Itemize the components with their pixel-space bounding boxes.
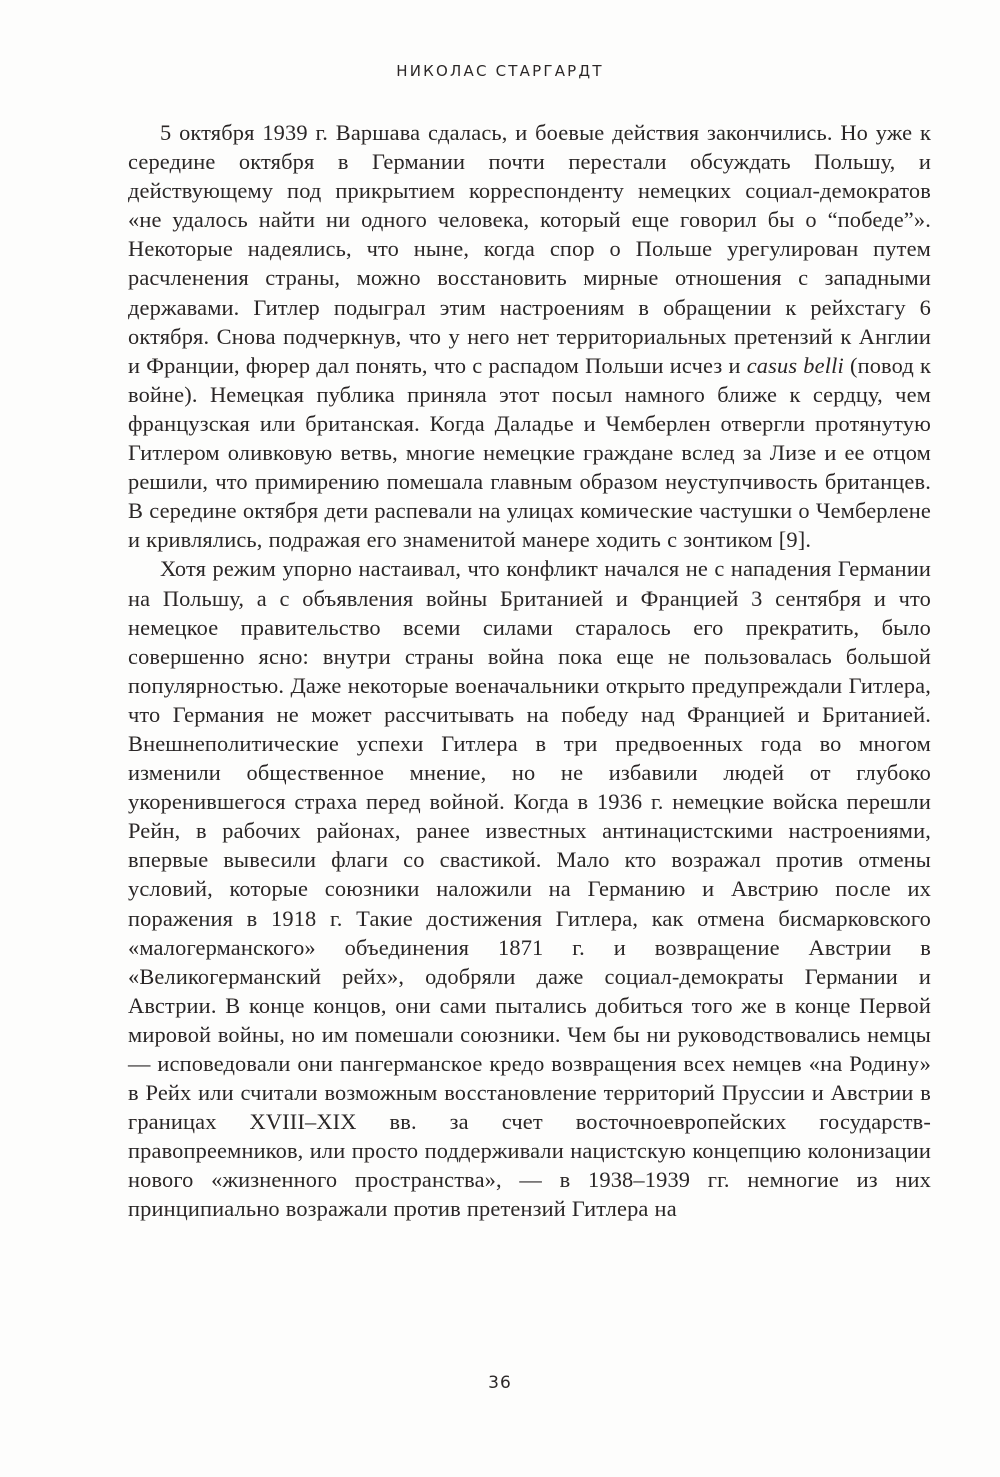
paragraph-1-text-start: 5 октября 1939 г. Варшава сдалась, и боевые действия закончились. Но уже к середине октября в Германии почти перестали обсуждать Польшу, и действующему под прикрытием корреспонденту немецких социал-демократов «не удалось найти ни одного человека, который еще говорил бы о “победе”». Некоторые надеялись, что ныне, когда спор о Польше урегулирован путем расчленения страны, можно восстановить мирные отношения с западными державами. Гитлер подыграл этим настроениям в обращении к рейхстагу 6 октября. Снова подчеркнув, что у него нет территориальных претензий к Англии и Франции, фюрер дал понять, что с распадом Польши исчез и [128,120,931,378]
body-text [128,118,931,1224]
paragraph-1 [128,118,931,554]
page-number: 36 [488,1373,512,1393]
paragraph-2: Хотя режим упорно настаивал, что конфликт начался не с нападения Германии на Польшу, а с объявления войны Британией и Францией 3 сентября и что немецкое правительство всеми силами старалось его прекратить, было совершенно ясно: внутри страны война пока еще не пользовалась большой популярностью. Даже некоторые военачальники открыто предупреждали Гитлера, что Германия не может рассчитывать на победу над Францией и Британией. Внешнеполитические успехи Гитлера в три предвоенных года во многом изменили общественное мнение, но не избавили людей от глубоко укоренившегося страха перед войной. Когда в 1936 г. немецкие войска перешли Рейн, в рабочих районах, ранее известных антинацистскими настроениями, впервые вывесили флаги со свастикой. Мало кто возражал против отмены условий, которые союзники наложили на Германию и Австрию после их поражения в 1918 г. Такие достижения Гитлера, как отмена бисмарковского «малогерманского» объединения 1871 г. и возвращение Австрии в «Великогерманский рейх», одобряли даже социал-демократы Германии и Австрии. В конце концов, они сами пытались добиться того же в конце Первой мировой войны, но им помешали союзники. Чем бы ни руководствовались немцы — исповедовали они пангерманское кредо возвращения всех немцев «на Родину» в Рейх или считали возможным восстановление территорий Пруссии и Австрии в границах XVIII–XIX вв. за счет восточноевропейских государств-правопреемников, или просто поддерживали нацистскую концепцию колонизации нового «жизненного пространства», — в 1938–1939 гг. немногие из них принципиально возражали против претензий Гитлера на [128,556,931,1222]
running-head-author: НИКОЛАС СТАРГАРДТ [396,62,604,80]
paragraph-1-text-end: (повод к войне). Немецкая публика приняла этот посыл намного ближе к сердцу, чем французская или британская. Когда Даладье и Чемберлен отвергли протянутую Гитлером оливковую ветвь, многие немецкие граждане вслед за Лизе и ее отцом решили, что примирению помешала главным образом неуступчивость британцев. В середине октября дети распевали на улицах комические частушки о Чемберлене и кривлялись, подражая его знаменитой манере ходить с зонтиком [9]. [128,352,931,553]
paragraph-1-italic-term: casus belli [746,352,844,378]
